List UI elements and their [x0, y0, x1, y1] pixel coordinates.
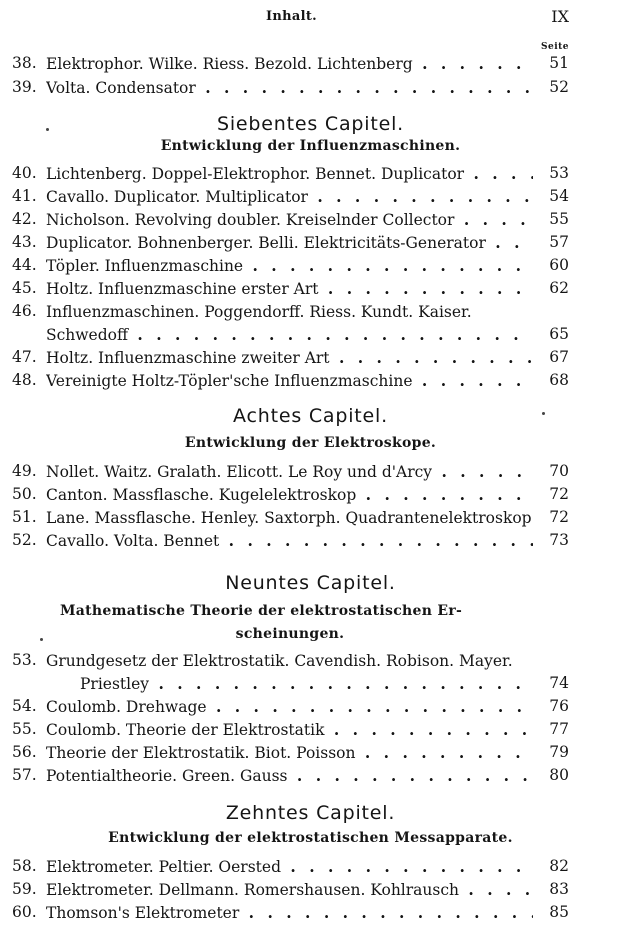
entry-title: Duplicator. Bohnenberger. Belli. Elektricitäts-Generator . . .: [46, 233, 533, 252]
entry-number: 46.: [12, 302, 37, 320]
entry-title: Coulomb. Theorie der Elektrostatik . . .: [46, 720, 533, 739]
entry-title: Lane. Massflasche. Henley. Saxtorph. Quadrantenelektroskop: [46, 509, 532, 527]
entry-title: Influenzmaschinen. Poggendorff. Riess. Kundt. Kaiser.: [46, 303, 472, 321]
entry-title: Elektrometer. Dellmann. Romershausen. Kohlrausch . . .: [46, 880, 533, 899]
entry-title: Nicholson. Revolving doubler. Kreiselnder Collector . . .: [46, 210, 533, 229]
toc-entry: [0, 508, 621, 531]
toc-entry: [0, 720, 621, 743]
entry-page: 74: [549, 674, 569, 692]
entry-title: Nollet. Waitz. Gralath. Elicott. Le Roy und d'Arcy . . .: [46, 462, 533, 481]
toc-entry: [0, 210, 621, 233]
entry-number: 60.: [12, 903, 37, 921]
entry-number: 40.: [12, 164, 37, 182]
entry-number: 45.: [12, 279, 37, 297]
chapter-title: Achtes Capitel.: [233, 405, 388, 427]
toc-entry: [0, 279, 621, 302]
entry-page: 52: [549, 78, 569, 96]
entry-title: Theorie der Elektrostatik. Biot. Poisson . . .: [46, 743, 533, 762]
entry-number: 52.: [12, 531, 37, 549]
toc-entry: [0, 857, 621, 880]
entry-number: 39.: [12, 78, 37, 96]
chapter-subtitle: Entwicklung der elektrostatischen Messapparate.: [108, 830, 513, 846]
entry-number: 50.: [12, 485, 37, 503]
entry-number: 53.: [12, 651, 37, 669]
entry-title: Potentialtheorie. Green. Gauss . . .: [46, 766, 533, 785]
toc-entry: [0, 485, 621, 508]
chapter-subtitle-line: Mathematische Theorie der elektrostatischen Er-: [60, 603, 463, 619]
entry-title: Grundgesetz der Elektrostatik. Cavendish. Robison. Mayer.: [46, 652, 513, 670]
toc-entry: [0, 462, 621, 485]
entry-page: 60: [549, 256, 569, 274]
toc-entry: [0, 348, 621, 371]
toc-entry-continuation: [0, 325, 621, 348]
page-number: IX: [551, 7, 569, 26]
entry-title: Elektrometer. Peltier. Oersted . . .: [46, 857, 533, 876]
entry-number: 48.: [12, 371, 37, 389]
entry-page: 51: [549, 54, 569, 72]
entry-number: 41.: [12, 187, 37, 205]
chapter-subtitle: [60, 600, 580, 646]
toc-entry: [0, 880, 621, 903]
running-title: Inhalt.: [266, 9, 317, 24]
entry-number: 42.: [12, 210, 37, 228]
toc-entry: [0, 54, 621, 77]
entry-title: Thomson's Elektrometer . . .: [46, 903, 533, 922]
toc-entry: [0, 697, 621, 720]
entry-title: Elektrophor. Wilke. Riess. Bezold. Lichtenberg . . .: [46, 54, 533, 73]
entry-page: 70: [549, 462, 569, 480]
entry-title: Cavallo. Duplicator. Multiplicator . . .: [46, 187, 533, 206]
toc-entry: [0, 651, 621, 674]
entry-page: 67: [549, 348, 569, 366]
toc-entry: [0, 743, 621, 766]
chapter-title: Siebentes Capitel.: [216, 113, 404, 135]
entry-page: 82: [549, 857, 569, 875]
entry-page: 57: [549, 233, 569, 251]
entry-page: 55: [549, 210, 569, 228]
entry-title: Töpler. Influenzmaschine . . .: [46, 256, 533, 275]
entry-number: 57.: [12, 766, 37, 784]
entry-title: Holtz. Influenzmaschine zweiter Art . . .: [46, 348, 533, 367]
toc-entry: [0, 531, 621, 554]
entry-page: 80: [549, 766, 569, 784]
entry-page: 54: [549, 187, 569, 205]
entry-title: Canton. Massflasche. Kugelelektroskop . . .: [46, 485, 533, 504]
toc-entry: [0, 187, 621, 210]
entry-title: Holtz. Influenzmaschine erster Art . . .: [46, 279, 533, 298]
entry-number: 55.: [12, 720, 37, 738]
entry-title-continued: Priestley . . .: [80, 674, 533, 693]
entry-title: Lichtenberg. Doppel-Elektrophor. Bennet. Duplicator . . .: [46, 164, 533, 183]
toc-entry: [0, 766, 621, 789]
entry-title: Volta. Condensator . . .: [46, 78, 533, 97]
chapter-subtitle: Entwicklung der Elektroskope.: [184, 435, 437, 451]
entry-page: 62: [549, 279, 569, 297]
toc-entry: [0, 164, 621, 187]
speck-mark: [40, 638, 43, 641]
entry-number: 49.: [12, 462, 37, 480]
toc-entry: [0, 371, 621, 394]
entry-title: Vereinigte Holtz-Töpler'sche Influenzmaschine . . .: [46, 371, 533, 390]
entry-number: 59.: [12, 880, 37, 898]
entry-page: 72: [549, 508, 569, 526]
entry-page: 76: [549, 697, 569, 715]
page-header: [0, 9, 621, 29]
toc-entry: [0, 903, 621, 926]
entry-page: 83: [549, 880, 569, 898]
chapter-title: Neuntes Capitel.: [225, 572, 396, 594]
entry-number: 58.: [12, 857, 37, 875]
page-column-label: Seite: [540, 42, 569, 52]
chapter-subtitle: Entwicklung der Influenzmaschinen.: [160, 138, 461, 154]
entry-number: 44.: [12, 256, 37, 274]
entry-number: 56.: [12, 743, 37, 761]
entry-page: 79: [549, 743, 569, 761]
entry-number: 47.: [12, 348, 37, 366]
entry-page: 68: [549, 371, 569, 389]
entry-page: 73: [549, 531, 569, 549]
entry-number: 51.: [12, 508, 37, 526]
chapter-title: Zehntes Capitel.: [225, 802, 396, 824]
entry-page: 77: [549, 720, 569, 738]
toc-entry: [0, 233, 621, 256]
toc-entry-continuation: [0, 674, 621, 697]
entry-page: 65: [549, 325, 569, 343]
entry-page: 53: [549, 164, 569, 182]
entry-title: Coulomb. Drehwage . . .: [46, 697, 533, 716]
entry-title-continued: Schwedoff . . .: [46, 325, 533, 344]
entry-number: 54.: [12, 697, 37, 715]
chapter-subtitle-line: scheinungen.: [235, 626, 345, 642]
toc-entry: [0, 302, 621, 325]
toc-entry: [0, 256, 621, 279]
entry-number: 38.: [12, 54, 37, 72]
entry-title: Cavallo. Volta. Bennet . . .: [46, 531, 533, 550]
entry-number: 43.: [12, 233, 37, 251]
entry-page: 85: [549, 903, 569, 921]
toc-entry: [0, 78, 621, 101]
entry-page: 72: [549, 485, 569, 503]
